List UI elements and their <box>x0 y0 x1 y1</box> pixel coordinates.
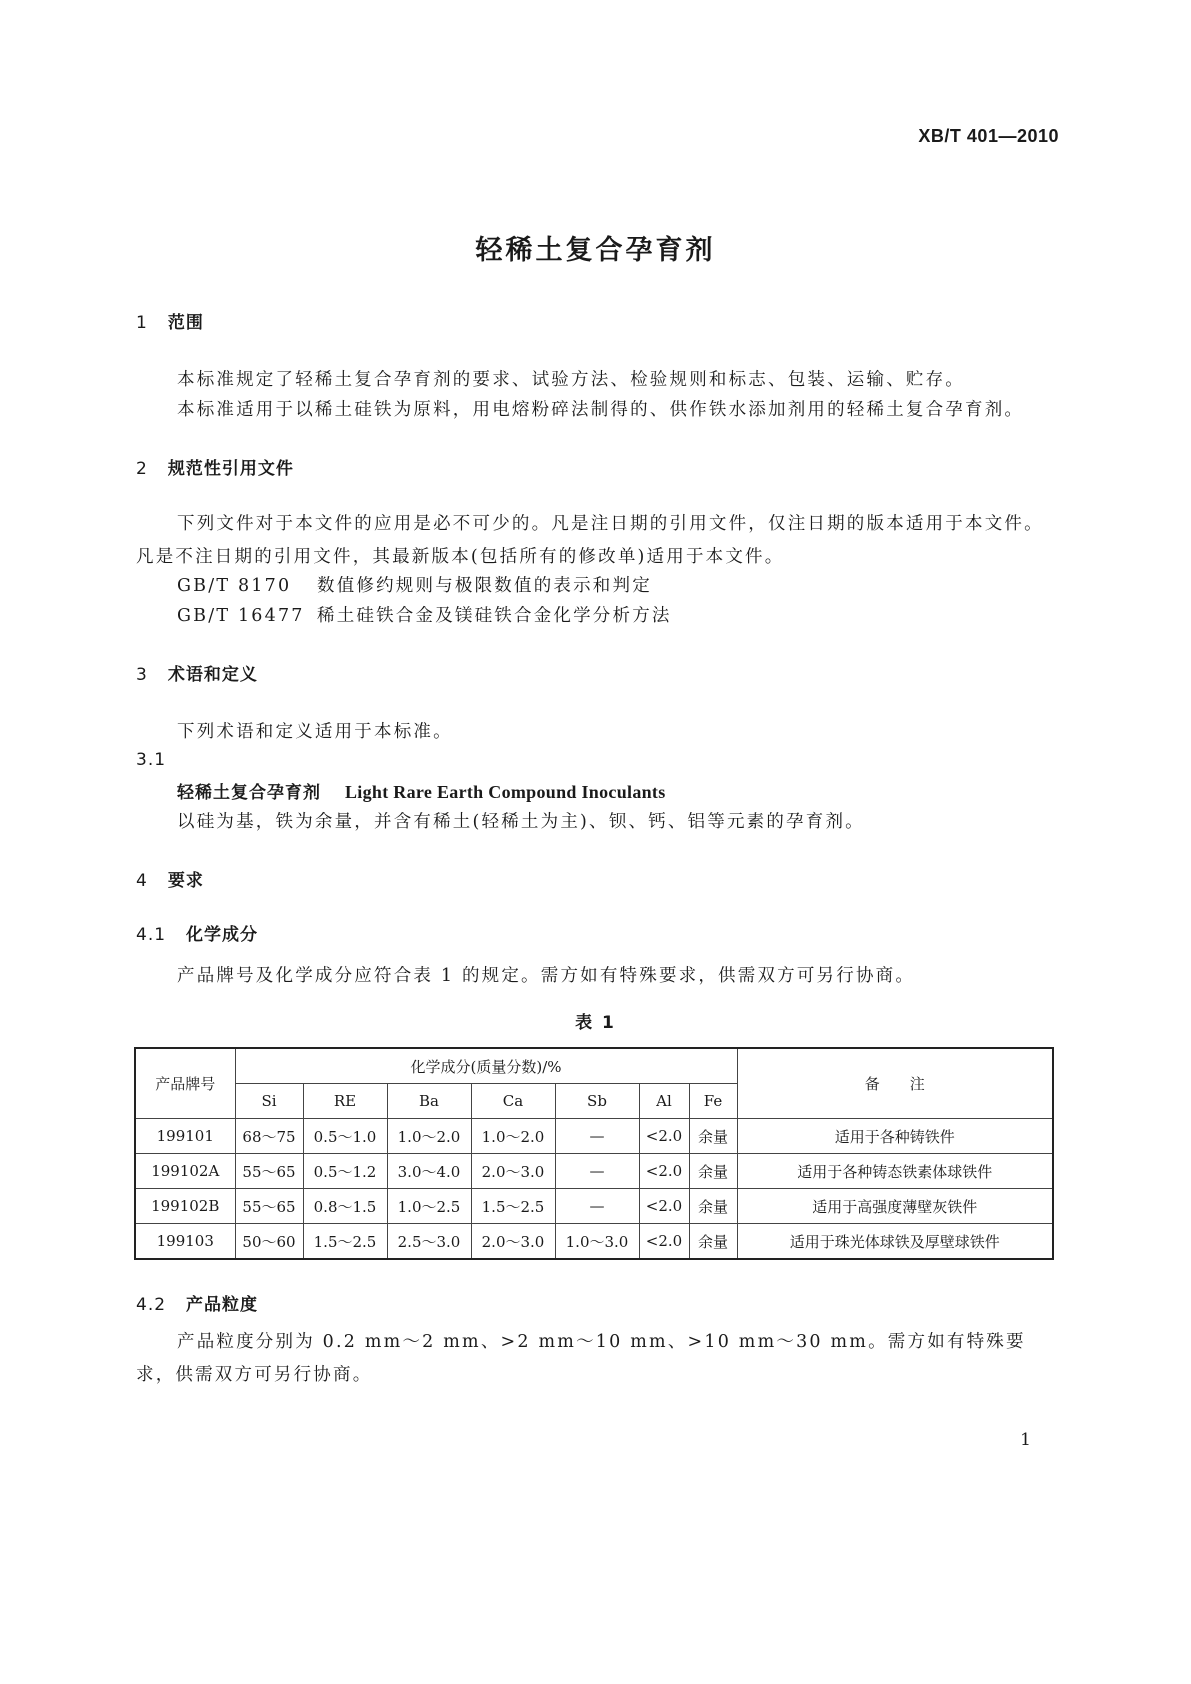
cell-remark: 适用于各种铸铁件 <box>737 1119 1053 1154</box>
cell-grade: 199101 <box>135 1119 235 1154</box>
cell-fe: 余量 <box>689 1154 737 1189</box>
paragraph: 本标准适用于以稀土硅铁为原料，用电熔粉碎法制得的、供作铁水添加剂用的轻稀土复合孕育剂。 <box>177 400 1025 420</box>
section-number: 3 <box>136 665 148 685</box>
reference-title: 稀土硅铁合金及镁硅铁合金化学分析方法 <box>317 606 672 626</box>
cell-si: 55～65 <box>235 1189 303 1224</box>
page-number: 1 <box>1020 1430 1031 1450</box>
cell-ba: 3.0～4.0 <box>387 1154 471 1189</box>
cell-sb: 1.0～3.0 <box>555 1224 639 1260</box>
section-number: 4.1 <box>136 925 167 945</box>
cell-grade: 199103 <box>135 1224 235 1260</box>
cell-al: <2.0 <box>639 1189 689 1224</box>
section-title: 规范性引用文件 <box>167 459 294 479</box>
header-ba: Ba <box>387 1084 471 1119</box>
table-row <box>135 1189 1053 1224</box>
reference-item <box>177 602 672 627</box>
section-1-heading <box>136 308 204 333</box>
section-title: 化学成分 <box>186 925 259 945</box>
table-row <box>135 1154 1053 1189</box>
header-composition: 化学成分(质量分数)/% <box>235 1048 737 1084</box>
section-number: 1 <box>136 313 148 333</box>
cell-ca: 1.0～2.0 <box>471 1119 555 1154</box>
paragraph: 本标准规定了轻稀土复合孕育剂的要求、试验方法、检验规则和标志、包装、运输、贮存。 <box>177 370 965 390</box>
section-title: 范围 <box>167 313 204 333</box>
section-3-heading <box>136 660 258 685</box>
section-title: 要求 <box>167 871 204 891</box>
cell-re: 0.5～1.0 <box>303 1119 387 1154</box>
header-ca: Ca <box>471 1084 555 1119</box>
cell-re: 1.5～2.5 <box>303 1224 387 1260</box>
cell-ba: 1.0～2.0 <box>387 1119 471 1154</box>
cell-ca: 2.0～3.0 <box>471 1224 555 1260</box>
cell-ca: 2.0～3.0 <box>471 1154 555 1189</box>
header-si: Si <box>235 1084 303 1119</box>
reference-title: 数值修约规则与极限数值的表示和判定 <box>317 576 652 596</box>
paragraph: 产品粒度分别为 0.2 mm～2 mm、>2 mm～10 mm、>10 mm～30 mm。需方如有特殊要求，供需双方可另行协商。 <box>136 1332 1026 1385</box>
composition-table <box>134 1047 1054 1260</box>
standard-code: XB/T 401—2010 <box>918 126 1059 146</box>
cell-fe: 余量 <box>689 1224 737 1260</box>
section-4-heading <box>136 866 204 891</box>
section-4-2-heading <box>136 1290 258 1315</box>
cell-sb: — <box>555 1119 639 1154</box>
header-grade: 产品牌号 <box>135 1048 235 1119</box>
table-row <box>135 1224 1053 1260</box>
cell-grade: 199102A <box>135 1154 235 1189</box>
cell-si: 68～75 <box>235 1119 303 1154</box>
cell-fe: 余量 <box>689 1119 737 1154</box>
reference-item <box>177 572 652 597</box>
section-2-heading <box>136 454 294 479</box>
term-number: 3.1 <box>136 750 167 770</box>
table-header-row <box>135 1048 1053 1084</box>
cell-ba: 1.0～2.5 <box>387 1189 471 1224</box>
section-number: 2 <box>136 459 148 479</box>
document-title: 轻稀土复合孕育剂 <box>475 235 716 266</box>
reference-code: GB/T 8170 <box>177 576 292 596</box>
header-al: Al <box>639 1084 689 1119</box>
paragraph: 下列术语和定义适用于本标准。 <box>177 722 453 742</box>
term-entry <box>177 778 666 803</box>
cell-sb: — <box>555 1189 639 1224</box>
cell-re: 0.8～1.5 <box>303 1189 387 1224</box>
section-number: 4.2 <box>136 1295 167 1315</box>
section-title: 术语和定义 <box>167 665 258 685</box>
header-re: RE <box>303 1084 387 1119</box>
cell-remark: 适用于珠光体球铁及厚壁球铁件 <box>737 1224 1053 1260</box>
cell-al: <2.0 <box>639 1119 689 1154</box>
reference-code: GB/T 16477 <box>177 606 305 626</box>
term-chinese: 轻稀土复合孕育剂 <box>177 783 321 803</box>
cell-remark: 适用于高强度薄壁灰铁件 <box>737 1189 1053 1224</box>
cell-si: 55～65 <box>235 1154 303 1189</box>
header-fe: Fe <box>689 1084 737 1119</box>
cell-al: <2.0 <box>639 1154 689 1189</box>
cell-ca: 1.5～2.5 <box>471 1189 555 1224</box>
cell-si: 50～60 <box>235 1224 303 1260</box>
cell-remark: 适用于各种铸态铁素体球铁件 <box>737 1154 1053 1189</box>
cell-al: <2.0 <box>639 1224 689 1260</box>
cell-fe: 余量 <box>689 1189 737 1224</box>
section-4-1-heading <box>136 920 258 945</box>
cell-ba: 2.5～3.0 <box>387 1224 471 1260</box>
cell-sb: — <box>555 1154 639 1189</box>
section-title: 产品粒度 <box>186 1295 259 1315</box>
header-remark: 备 注 <box>737 1048 1053 1119</box>
table-row <box>135 1119 1053 1154</box>
table-caption: 表 1 <box>575 1013 616 1033</box>
paragraph: 产品牌号及化学成分应符合表 1 的规定。需方如有特殊要求，供需双方可另行协商。 <box>177 966 916 986</box>
cell-re: 0.5～1.2 <box>303 1154 387 1189</box>
term-english: Light Rare Earth Compound Inoculants <box>345 782 666 802</box>
term-definition: 以硅为基，铁为余量，并含有稀土(轻稀土为主)、钡、钙、铝等元素的孕育剂。 <box>177 812 865 832</box>
header-sb: Sb <box>555 1084 639 1119</box>
paragraph: 下列文件对于本文件的应用是必不可少的。凡是注日期的引用文件，仅注日期的版本适用于本文件。凡是不注日期的引用文件，其最新版本(包括所有的修改单)适用于本文件。 <box>136 514 1044 567</box>
section-number: 4 <box>136 871 148 891</box>
cell-grade: 199102B <box>135 1189 235 1224</box>
